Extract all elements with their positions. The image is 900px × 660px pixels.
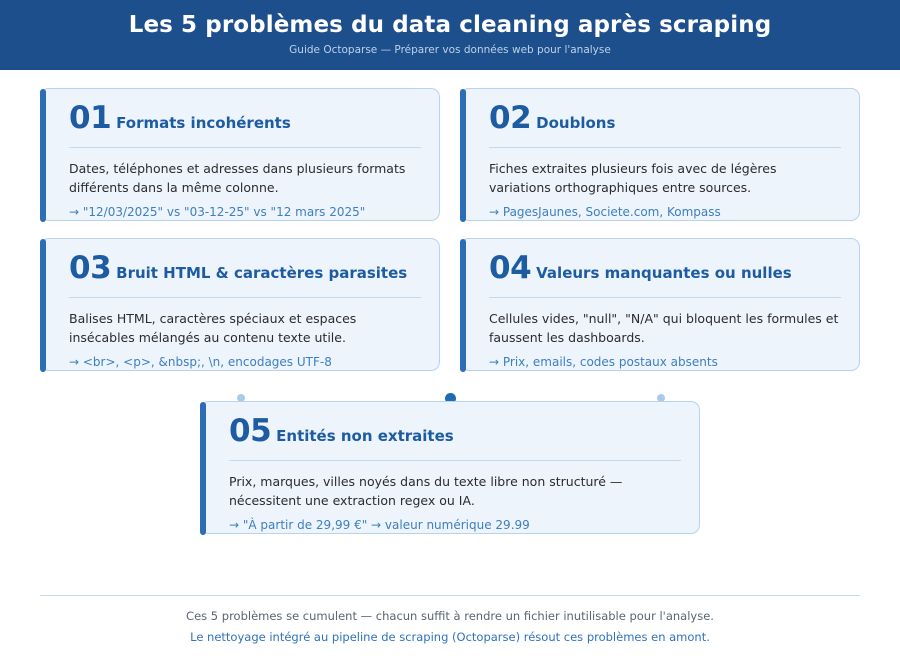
card-description: Balises HTML, caractères spéciaux et espaces insécables mélangés au contenu texte utile.: [69, 311, 357, 346]
footer-divider: [40, 595, 860, 596]
cards-row-3: [0, 401, 900, 534]
card-accent-bar: [200, 402, 206, 535]
cards-row-1: [0, 88, 900, 221]
card-example: → "12/03/2025" vs "03-12-25" vs "12 mars 2025": [69, 204, 366, 219]
problem-card-02: [460, 88, 860, 221]
card-accent-bar: [460, 89, 466, 222]
card-divider: [489, 147, 841, 148]
card-header: [485, 100, 841, 136]
card-number: 01: [69, 100, 112, 136]
card-example: → PagesJaunes, Societe.com, Kompass: [489, 204, 721, 219]
card-title: Entités non extraites: [276, 427, 454, 445]
card-description: Cellules vides, "null", "N/A" qui bloquent les formules et faussent les dashboards.: [489, 311, 839, 346]
card-title: Bruit HTML & caractères parasites: [116, 264, 408, 282]
problem-card-05: [200, 401, 700, 534]
card-example: → "À partir de 29,99 €" → valeur numérique 29.99: [229, 517, 530, 532]
card-title: Doublons: [536, 114, 616, 132]
card-divider: [229, 460, 681, 461]
card-accent-bar: [40, 239, 46, 372]
card-divider: [69, 147, 421, 148]
card-header: [485, 250, 841, 286]
problem-card-04: [460, 238, 860, 371]
card-number: 02: [489, 100, 532, 136]
card-accent-bar: [460, 239, 466, 372]
card-description: Fiches extraites plusieurs fois avec de légères variations orthographiques entre sources.: [489, 161, 777, 196]
card-accent-bar: [40, 89, 46, 222]
page-title: Les 5 problèmes du data cleaning après scraping: [128, 12, 772, 39]
card-title: Valeurs manquantes ou nulles: [536, 264, 792, 282]
problem-card-01: [40, 88, 440, 221]
card-description: Prix, marques, villes noyés dans du texte libre non structuré — nécessitent une extraction regex ou IA.: [229, 474, 623, 509]
card-example: → Prix, emails, codes postaux absents: [489, 354, 718, 369]
cards-row-2: [0, 238, 900, 371]
footer-cta: Le nettoyage intégré au pipeline de scraping (Octoparse) résout ces problèmes en amont.: [190, 629, 710, 644]
card-description: Dates, téléphones et adresses dans plusieurs formats différents dans la même colonne.: [69, 161, 406, 196]
page-subtitle: Guide Octoparse — Préparer vos données web pour l'analyse: [289, 44, 611, 57]
card-number: 05: [229, 413, 272, 449]
card-title: Formats incohérents: [116, 114, 291, 132]
card-header: [225, 413, 681, 449]
card-number: 04: [489, 250, 532, 286]
card-divider: [69, 297, 421, 298]
cards-area: [0, 70, 900, 534]
page-footer: [0, 595, 900, 645]
card-divider: [489, 297, 841, 298]
page-header: [0, 0, 900, 70]
card-example: → <br>, <p>, &nbsp;, \n, encodages UTF-8: [69, 354, 332, 369]
card-header: [65, 250, 421, 286]
card-number: 03: [69, 250, 112, 286]
footer-note: Ces 5 problèmes se cumulent — chacun suffit à rendre un fichier inutilisable pour l'analyse.: [186, 609, 714, 623]
problem-card-03: [40, 238, 440, 371]
card-header: [65, 100, 421, 136]
